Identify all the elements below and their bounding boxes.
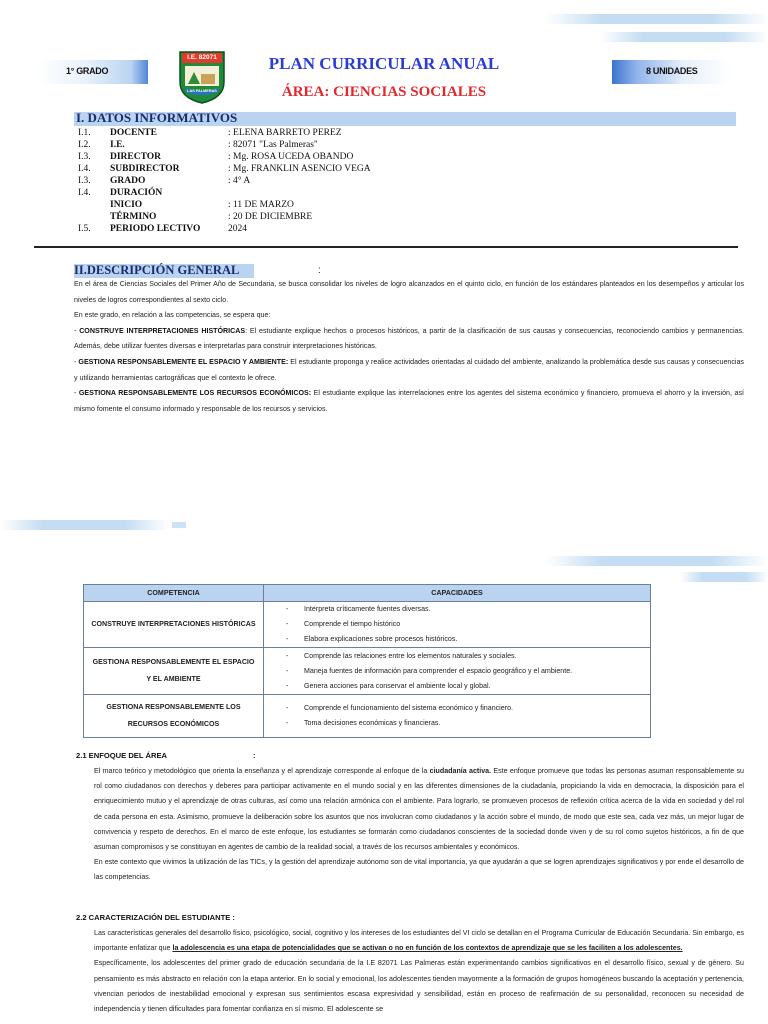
decorative-stripe-mid-left (0, 520, 168, 530)
capacity-item: - Toma decisiones económicas y financieras. (264, 716, 650, 731)
capacity-item: - Comprende el tiempo histórico (264, 617, 650, 632)
capacities-cell (264, 695, 651, 738)
section2-description (74, 277, 744, 417)
caracterizacion-paragraph: Las características generales del desarrollo físico, psicológico, social, cognitivo y los intereses de los estudiantes del VI ciclo se detallan en el Programa Curricular de Educación Secundaria. Sin embargo, es importante enfatizar que la adolescencia es una etapa de potencialidades que se activan o no en función de los contextos de aprendizaje que se les faciliten a los adolescentes. (94, 929, 744, 953)
capacity-item: - Genera acciones para conservar el ambiente local y global. (264, 679, 650, 694)
units-label: 8 UNIDADES (646, 66, 698, 76)
enfoque-colon: : (253, 751, 256, 760)
capacity-item: - Maneja fuentes de información para comprender el espacio geográfico y el ambiente. (264, 664, 650, 679)
section2-title: II.DESCRIPCIÓN GENERAL (74, 263, 240, 277)
competence-bullet-3: - GESTIONA RESPONSABLEMENTE LOS RECURSOS ECONÓMICOS: El estudiante explique las interrelaciones entre los agentes del sistema económico y financiero, promueva el ahorro y la inversión, así mismo fomente el consumo informado y responsable de los recursos y servicios. (74, 389, 744, 413)
description-intro: En este grado, en relación a las competencias, se espera que: (74, 311, 271, 320)
emphasis-underlined: la adolescencia es una etapa de potencialidades que se activan o no en función de los contextos de aprendizaje que se les faciliten a los adolescentes. (172, 944, 683, 953)
table-header-competencia: COMPETENCIA (84, 585, 264, 602)
description-paragraph: En el área de Ciencias Sociales del Primer Año de Secundaria, se busca consolidar los niveles de logro alcanzados en el quinto ciclo, en función de los estándares planteados en los desempeños y articular los niveles de logros correspondientes al sexto ciclo. (74, 280, 744, 304)
table-header-capacidades: CAPACIDADES (264, 585, 651, 602)
caracterizacion-colon: : (232, 913, 235, 922)
decorative-stripe-top (546, 14, 768, 24)
capacity-item: - Interpreta críticamente fuentes diversas. (264, 602, 650, 617)
caracterizacion-paragraph-2: Específicamente, los adolescentes del primer grado de educación secundaria de la I.E 82071 Las Palmeras están experimentando cambios significativos en el desarrollo físico, sexual y de género. Su pensamiento es más abstracto en relación con la etapa anterior. En lo social y emocional, los adolescentes tienden mayormente a la formación de grupos homogéneos buscando la aceptación y pertenencia, vivencian periodos de inestabilidad emocional y expresan sus sentimientos escasa expresividad y sensibilidad, están en proceso de reafirmación de su personalidad, reconocen su necesidad de independencia y tienen dificultades para fomentar confianza en sí mismo. El adolescente se (94, 959, 744, 1014)
capacities-cell (264, 648, 651, 695)
enfoque-paragraph-2: En este contexto que vivimos la utilización de las TICs, y la gestión del aprendizaje autónomo son de vital importancia, ya que ayudarán a que se logren aprendizajes significativos y por ende el desarrollo de las competencias. (94, 858, 744, 882)
page-subtitle: ÁREA: CIENCIAS SOCIALES (281, 84, 487, 100)
grade-label: 1° GRADO (66, 66, 109, 76)
table-header-row (84, 585, 651, 602)
decorative-stripe-top-2 (600, 32, 768, 42)
capacity-item: - Comprende el funcionamiento del sistema económico y financiero. (264, 701, 650, 716)
table-row (84, 648, 651, 695)
logo-subtext: LAS PALMERAS (187, 89, 217, 93)
caracterizacion-title: 2.2 CARACTERIZACIÓN DEL ESTUDIANTE : (76, 913, 235, 922)
competence-bullet-2: - GESTIONA RESPONSABLEMENTE EL ESPACIO Y AMBIENTE: El estudiante proponga y realice actividades orientadas al cuidado del ambiente, analizando la problemática desde sus causas y consecuencias y utilizando herramientas cartográficas que el contexto le ofrece. (74, 357, 744, 382)
competence-cell: CONSTRUYE INTERPRETACIONES HISTÓRICAS (84, 602, 264, 648)
decorative-dash (172, 522, 186, 528)
page-title: PLAN CURRICULAR ANUAL (268, 54, 500, 73)
competence-bullet-1: - CONSTRUYE INTERPRETACIONES HISTÓRICAS: El estudiante explique hechos o procesos históricos, a partir de la clasificación de sus causas y consecuencias, reconociendo cambios y permanencias. Además, debe utilizar fuentes diversas e interpretarlas para construir interpretaciones históricas. (74, 326, 744, 351)
capacity-item: - Elabora explicaciones sobre procesos históricos. (264, 632, 650, 647)
logo-text: I.E. 82071 (187, 54, 217, 61)
decorative-stripe-mid-right (546, 556, 768, 566)
capacity-item: - Comprende las relaciones entre los elementos naturales y sociales. (264, 649, 650, 664)
section-divider (34, 246, 738, 248)
enfoque-paragraph: El marco teórico y metodológico que orienta la enseñanza y el aprendizaje corresponde al enfoque de la ciudadanía activa. Este enfoque promueve que todas las personas asuman responsablemente su rol como ciudadanos con derechos y deberes para participar activamente en el mundo social y en las diferentes dimensiones de la ciudadanía, propiciando la vida en democracia, la disposición para el enriquecimiento mutuo y el aprendizaje de otras culturas, así como una relación armónica con el ambiente. Para lograrlo, se promueven procesos de reflexión crítica acerca de la vida en sociedad y del rol de cada persona en esta. Asimismo, promueve la deliberación sobre los asuntos que nos involucran como ciudadanos y la acción sobre el mundo, de modo que este sea, cada vez más, un mejor lugar de convivencia y respeto de derechos. En el marco de este enfoque, los estudiantes se formarán como ciudadanos conscientes de la sociedad donde viven y de su rol como sujetos históricos, a fin de que asuman compromisos y se constituyan en agentes de cambio de la realidad social, a través de los recursos ambientales y económicos. (94, 767, 744, 852)
table-row (84, 602, 651, 648)
table-row (84, 695, 651, 738)
capacities-cell (264, 602, 651, 648)
decorative-stripe-mid-right-2 (680, 572, 768, 582)
competence-cell: GESTIONA RESPONSABLEMENTE LOS RECURSOS ECONÓMICOS (84, 695, 264, 738)
competencies-table (83, 584, 651, 738)
caracterizacion-body (94, 926, 744, 1017)
enfoque-title: 2.1 ENFOQUE DEL ÁREA (76, 751, 168, 760)
section2-colon: : (318, 265, 321, 276)
enfoque-body (94, 764, 744, 886)
competence-cell: GESTIONA RESPONSABLEMENTE EL ESPACIO Y EL AMBIENTE (84, 648, 264, 695)
section1-title: I. DATOS INFORMATIVOS (76, 110, 238, 125)
